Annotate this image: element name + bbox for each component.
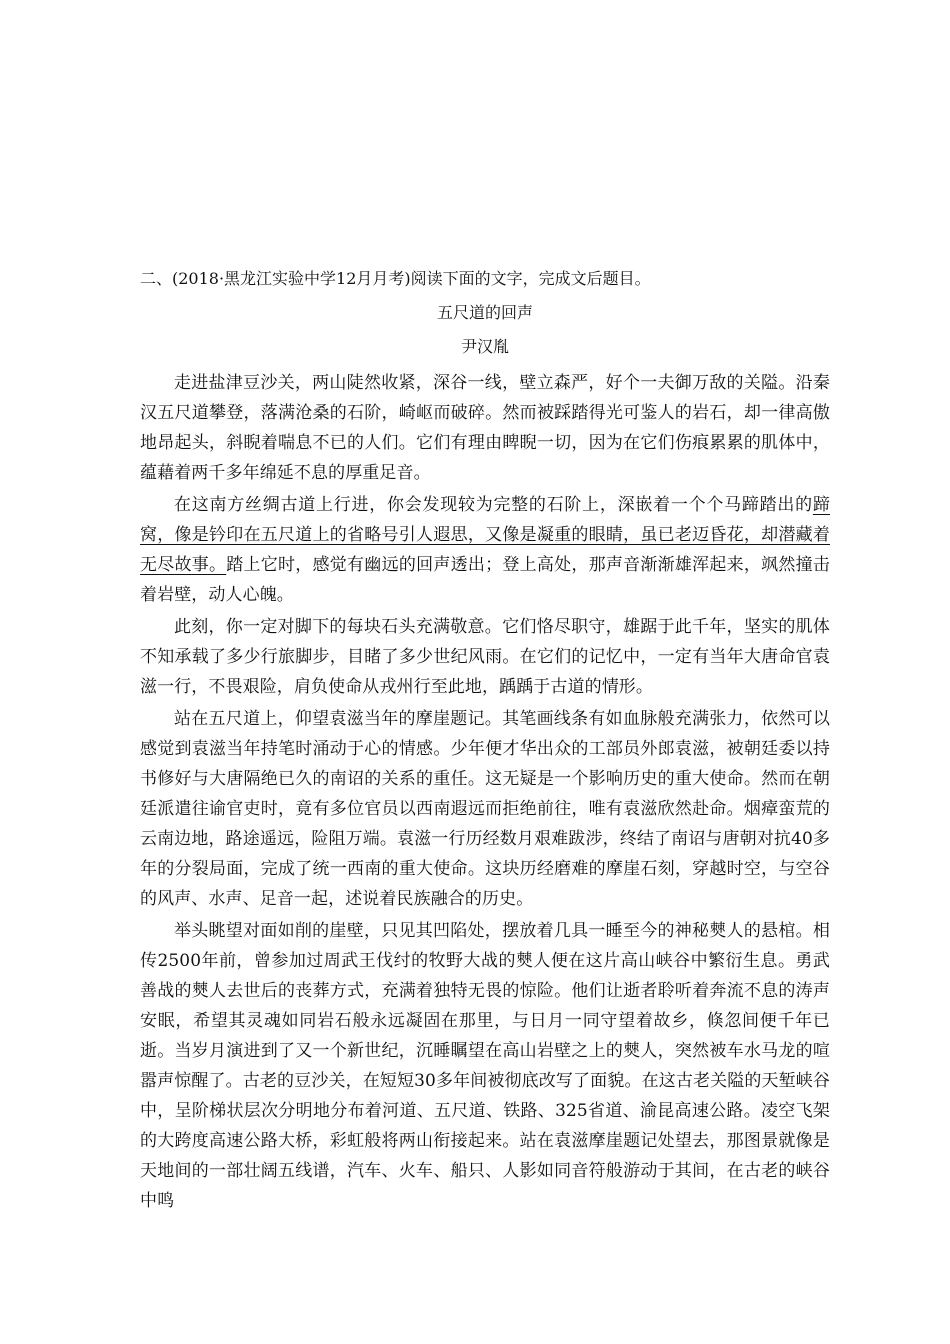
paragraph-2-before: 在这南方丝绸古道上行进，你会发现较为完整的石阶上，深嵌着一个个马蹄踏出的: [174, 495, 813, 515]
article-author: 尹汉胤: [460, 337, 509, 356]
paragraph-2-after: 踏上它时，感觉有幽远的回声透出；登上高处，那声音渐渐雄浑起来，飒然撞击着岩壁，动人心魄。: [140, 555, 831, 605]
underlined-sentence: 蹄窝，像是钤印在五尺道上的省略号引人遐思，又像是凝重的眼睛，虽已老迈昏花，却潜藏着无尽故事。: [140, 495, 830, 575]
article-paragraph-4: 站在五尺道上，仰望袁滋当年的摩崖题记。其笔画线条有如血脉般充满张力，依然可以感觉到袁滋当年持笔时涌动于心的情感。少年便才华出众的工部员外郎袁滋，被朝廷委以持书修好与大唐隔绝已久的南诏的关系的重任。这无疑是一个影响历史的重大使命。然而在朝廷派遣往谕官吏时，竟有多位官员以西南遐远而拒绝前往，唯有袁滋欣然赴命。烟瘴蛮荒的云南边地，路途遥远，险阻万端。袁滋一行历经数月艰难跋涉，终结了南诏与唐朝对抗40多年的分裂局面，完成了统一西南的重大使命。这块历经磨难的摩崖石刻，穿越时空，与空谷的风声、水声、足音一起，述说着民族融合的历史。: [140, 709, 830, 909]
article-paragraph-2: [140, 490, 830, 610]
document-content: [140, 266, 830, 1218]
question-intro: 二、(2018·黑龙江实验中学12月月考)阅读下面的文字，完成文后题目。: [140, 269, 651, 288]
article-paragraph-1: 走进盐津豆沙关，两山陡然收紧，深谷一线，壁立森严，好个一夫御万敌的关隘。沿秦汉五尺道攀登，落满沧桑的石阶，崎岖而破碎。然而被踩踏得光可鉴人的岩石，却一律高傲地昂起头，斜睨着喘息不已的人们。它们有理由睥睨一切，因为在它们伤痕累累的肌体中，蕴藉着两千多年绵延不息的厚重足音。: [140, 373, 830, 483]
article-title: 五尺道的回声: [436, 303, 533, 322]
article-paragraph-5: 举头眺望对面如削的崖壁，只见其凹陷处，摆放着几具一睡至今的神秘僰人的悬棺。相传2500年前，曾参加过周武王伐纣的牧野大战的僰人便在这片高山峡谷中繁衍生息。勇武善战的僰人去世后的丧葬方式，充满着独特无畏的惊险。他们让逝者聆听着奔流不息的涛声安眠，希望其灵魂如同岩石般永远凝固在那里，与日月一同守望着故乡，倏忽间便千年已逝。当岁月演进到了又一个新世纪，沉睡瞩望在高山岩壁之上的僰人，突然被车水马龙的喧嚣声惊醒了。古老的豆沙关，在短短30多年间被彻底改写了面貌。在这古老关隘的天堑峡谷中，呈阶梯状层次分明地分布着河道、五尺道、铁路、325省道、渝昆高速公路。凌空飞架的大跨度高速公路大桥，彩虹般将两山衔接起来。站在袁滋摩崖题记处望去，那图景就像是天地间的一部壮阔五线谱，汽车、火车、船只、人影如同音符般游动于其间，在古老的峡谷中鸣: [140, 921, 830, 1211]
article-paragraph-3: 此刻，你一定对脚下的每块石头充满敬意。它们恪尽职守，雄踞于此千年，坚实的肌体不知承载了多少行旅脚步，目睹了多少世纪风雨。在它们的记忆中，一定有当年大唐命官袁滋一行，不畏艰险，肩负使命从戎州行至此地，踽踽于古道的情形。: [140, 617, 830, 697]
